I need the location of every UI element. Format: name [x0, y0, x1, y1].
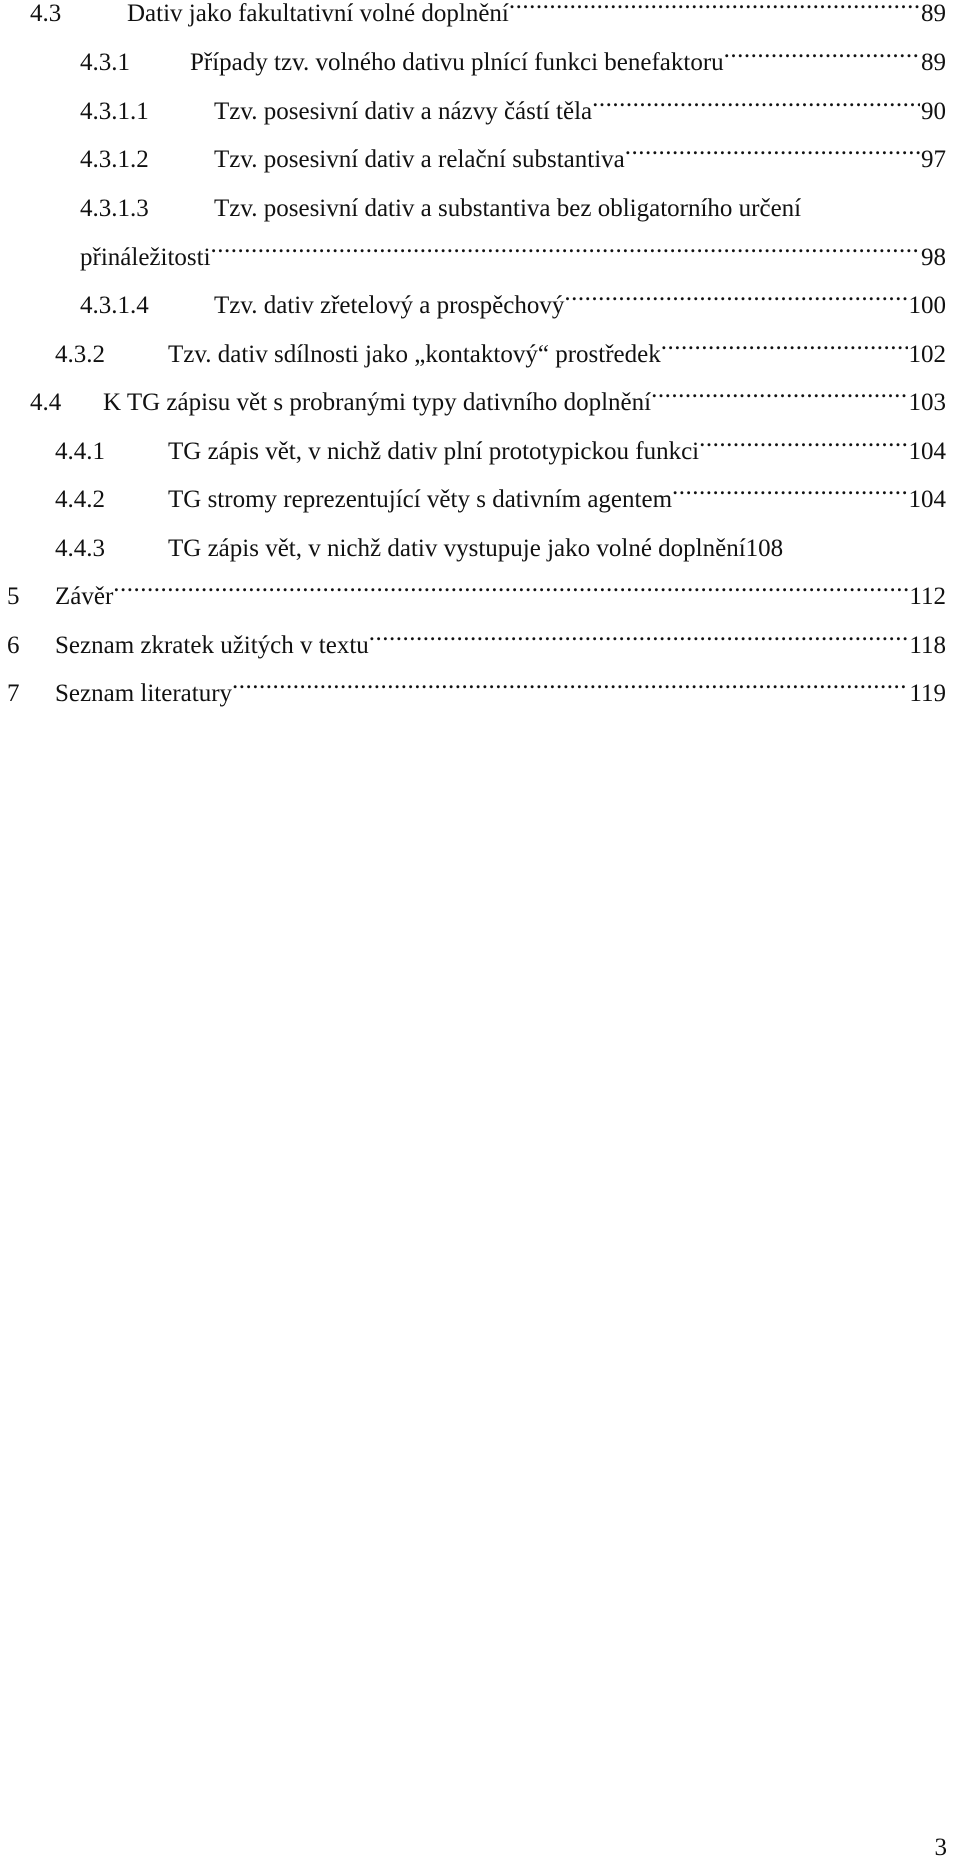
entry-number: 4.3.1.4 — [80, 292, 149, 319]
page-number: 3 — [934, 1834, 947, 1861]
entry-title: Seznam literatury — [55, 680, 233, 707]
entry-title: K TG zápisu vět s probranými typy dativního doplnění — [103, 389, 652, 416]
dot-leader — [651, 385, 907, 410]
entry-page: 89 — [921, 49, 946, 76]
dot-leader — [625, 142, 920, 167]
entry-number: 4.4.3 — [55, 535, 105, 562]
entry-title: Případy tzv. volného dativu plnící funkci benefaktoru — [190, 49, 724, 76]
dot-leader — [699, 434, 907, 459]
dot-leader — [564, 288, 907, 313]
entry-title: Tzv. posesivní dativ a názvy částí těla — [214, 98, 593, 125]
entry-title: Seznam zkratek užitých v textu — [55, 632, 369, 659]
toc-entry[interactable] — [55, 477, 946, 523]
toc-entry[interactable] — [80, 89, 946, 135]
dot-leader — [113, 579, 908, 604]
entry-title: TG zápis vět, v nichž dativ plní prototypickou funkci — [168, 438, 700, 465]
toc-entry[interactable] — [55, 429, 946, 475]
entry-title: TG stromy reprezentující věty s dativním agentem — [168, 486, 673, 513]
entry-title: Dativ jako fakultativní volné doplnění — [127, 0, 509, 27]
toc-entry[interactable] — [7, 623, 946, 669]
entry-number: 4.3.1.2 — [80, 146, 149, 173]
entry-number: 4.4.1 — [55, 438, 105, 465]
entry-title-continuation: přináležitosti — [80, 244, 211, 271]
toc-entry[interactable] — [30, 0, 946, 37]
entry-number: 4.3 — [30, 0, 62, 27]
entry-page: 90 — [921, 98, 946, 125]
entry-page: 108 — [745, 535, 784, 562]
entry-page: 98 — [921, 244, 946, 271]
entry-number: 6 — [7, 632, 20, 659]
toc-entry[interactable] — [80, 137, 946, 183]
entry-number: 4.3.2 — [55, 341, 105, 368]
entry-title: Tzv. dativ sdílnosti jako „kontaktový“ prostředek — [168, 341, 661, 368]
entry-title: Tzv. posesivní dativ a substantiva bez obligatorního určení — [214, 195, 802, 222]
dot-leader — [724, 45, 920, 70]
entry-page: 104 — [908, 438, 946, 465]
toc-entry[interactable] — [55, 332, 946, 378]
entry-title: TG zápis vět, v nichž dativ vystupuje jako volné doplnění — [168, 535, 746, 562]
toc-entry[interactable] — [7, 574, 946, 620]
toc-entry[interactable] — [80, 283, 946, 329]
entry-title: Závěr — [55, 583, 114, 610]
dot-leader — [232, 676, 908, 701]
entry-number: 4.3.1.3 — [80, 195, 149, 222]
entry-number: 4.4 — [30, 389, 62, 416]
dot-leader — [211, 240, 920, 265]
dot-leader — [369, 628, 909, 653]
entry-number: 4.4.2 — [55, 486, 105, 513]
toc-entry[interactable] — [55, 526, 946, 572]
entry-title: Tzv. dativ zřetelový a prospěchový — [214, 292, 565, 319]
entry-page: 119 — [909, 680, 946, 707]
toc-entry[interactable] — [80, 186, 946, 232]
dot-leader — [592, 94, 920, 119]
dot-leader — [509, 0, 920, 21]
entry-number: 4.3.1 — [80, 49, 130, 76]
entry-page: 103 — [908, 389, 946, 416]
entry-title: Tzv. posesivní dativ a relační substantiva — [214, 146, 625, 173]
entry-page: 102 — [908, 341, 946, 368]
entry-page: 104 — [908, 486, 946, 513]
toc-entry[interactable] — [7, 671, 946, 717]
toc-entry[interactable] — [30, 380, 946, 426]
dot-leader — [672, 482, 907, 507]
entry-page: 118 — [909, 632, 946, 659]
entry-page: 112 — [909, 583, 946, 610]
entry-page: 97 — [921, 146, 946, 173]
toc-entry[interactable] — [80, 40, 946, 86]
dot-leader — [661, 337, 908, 362]
entry-page: 89 — [921, 0, 946, 27]
entry-page: 100 — [908, 292, 946, 319]
entry-number: 5 — [7, 583, 20, 610]
entry-number: 7 — [7, 680, 20, 707]
toc-entry-continuation[interactable] — [80, 235, 946, 281]
entry-number: 4.3.1.1 — [80, 98, 149, 125]
